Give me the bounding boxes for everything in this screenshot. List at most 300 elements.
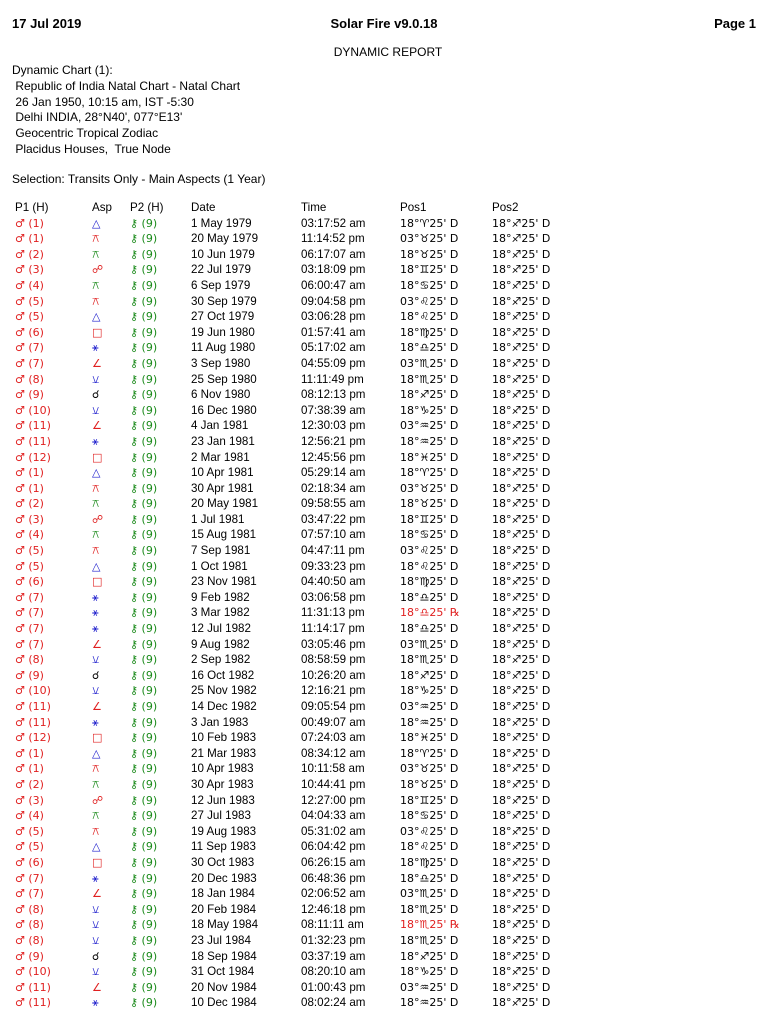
pos1-cell: 18°♏25' D	[400, 902, 459, 916]
aspect-glyph-cell: ⚻	[92, 247, 100, 261]
chiron-cell: ⚷ (9)	[130, 590, 158, 604]
table-row	[0, 340, 582, 356]
planet-cell: ♂ (4)	[15, 278, 44, 292]
table-row	[0, 387, 582, 403]
table-row	[0, 668, 582, 684]
aspect-glyph-cell: ⚻	[92, 497, 100, 511]
pos2-cell: 18°♐25' D	[492, 356, 551, 370]
aspect-glyph-cell: □	[92, 450, 103, 464]
chiron-cell: ⚷ (9)	[130, 653, 158, 667]
pos2-cell: 18°♐25' D	[492, 263, 551, 277]
planet-cell: ♂ (7)	[15, 356, 44, 370]
date-cell: 30 Sep 1979	[191, 294, 257, 308]
pos2-cell: 18°♐25' D	[492, 232, 551, 246]
date-cell: 9 Feb 1982	[191, 590, 250, 604]
planet-cell: ♂ (8)	[15, 918, 44, 932]
time-cell: 11:14:52 pm	[301, 232, 365, 246]
date-cell: 9 Aug 1982	[191, 637, 250, 651]
col-header-p2: P2 (H)	[130, 201, 164, 214]
table-row	[0, 262, 582, 278]
table-row	[0, 543, 582, 559]
time-cell: 05:31:02 am	[301, 824, 366, 838]
table-row	[0, 777, 582, 793]
pos1-cell: 18°♐25' D	[400, 388, 459, 402]
time-cell: 11:14:17 pm	[301, 622, 365, 636]
planet-cell: ♂ (5)	[15, 559, 44, 573]
pos2-cell: 18°♐25' D	[492, 746, 551, 760]
date-cell: 1 May 1979	[191, 216, 252, 230]
pos2-cell: 18°♐25' D	[492, 372, 551, 386]
table-row	[0, 949, 582, 965]
time-cell: 03:47:22 pm	[301, 512, 366, 526]
planet-cell: ♂ (1)	[15, 232, 44, 246]
chiron-cell: ⚷ (9)	[130, 980, 158, 994]
planet-cell: ♂ (1)	[15, 466, 44, 480]
pos1-cell: 18°♎25' D	[400, 590, 459, 604]
pos1-cell: 18°♋25' D	[400, 278, 459, 292]
chiron-cell: ⚷ (9)	[130, 466, 158, 480]
pos1-cell: 18°♏25' D	[400, 933, 459, 947]
aspect-glyph-cell: △	[92, 466, 101, 480]
date-cell: 30 Apr 1981	[191, 481, 254, 495]
time-cell: 09:05:54 pm	[301, 700, 366, 713]
col-header-pos1: Pos1	[400, 201, 427, 214]
pos2-cell: 18°♐25' D	[492, 653, 551, 667]
chiron-cell: ⚷ (9)	[130, 684, 158, 698]
chiron-cell: ⚷ (9)	[130, 512, 158, 526]
date-cell: 20 May 1979	[191, 232, 259, 246]
pos1-cell: 03°♒25' D	[400, 419, 459, 433]
table-row	[0, 496, 582, 512]
aspect-glyph-cell: ⚻	[92, 777, 100, 791]
time-cell: 03:06:28 pm	[301, 310, 366, 324]
time-cell: 06:00:47 am	[301, 278, 366, 292]
planet-cell: ♂ (7)	[15, 887, 44, 901]
pos2-cell: 18°♐25' D	[492, 341, 551, 355]
pos2-cell: 18°♐25' D	[492, 622, 551, 636]
pos2-cell: 18°♐25' D	[492, 668, 551, 682]
chiron-cell: ⚷ (9)	[130, 777, 158, 791]
planet-cell: ♂ (7)	[15, 622, 44, 636]
table-row	[0, 247, 582, 263]
pos2-cell: 18°♐25' D	[492, 980, 551, 994]
table-row	[0, 450, 582, 466]
pos1-cell: 18°♎25' D	[400, 341, 459, 355]
pos2-cell: 18°♐25' D	[492, 793, 551, 807]
time-cell: 01:32:23 pm	[301, 933, 366, 947]
pos2-cell: 18°♐25' D	[492, 481, 551, 495]
time-cell: 06:17:07 am	[301, 247, 366, 261]
time-cell: 12:27:00 pm	[301, 793, 366, 807]
chiron-cell: ⚷ (9)	[130, 793, 158, 807]
planet-cell: ♂ (5)	[15, 544, 44, 558]
chiron-cell: ⚷ (9)	[130, 497, 158, 511]
table-row	[0, 356, 582, 372]
pos1-cell: 18°♑25' D	[400, 965, 459, 979]
report-title: DYNAMIC REPORT	[333, 45, 443, 59]
table-row	[0, 621, 582, 637]
pos1-cell: 03°♏25' D	[400, 637, 459, 651]
chiron-cell: ⚷ (9)	[130, 996, 158, 1010]
date-cell: 6 Sep 1979	[191, 278, 251, 292]
aspect-glyph-cell: ⚻	[92, 809, 100, 823]
time-cell: 08:02:24 am	[301, 996, 366, 1010]
chiron-cell: ⚷ (9)	[130, 637, 158, 651]
table-header-row	[0, 200, 582, 216]
planet-cell: ♂ (11)	[15, 700, 51, 713]
aspect-glyph-cell: ⚻	[92, 278, 100, 292]
chiron-cell: ⚷ (9)	[130, 622, 158, 636]
pos1-cell: 18°♋25' D	[400, 528, 459, 542]
table-row	[0, 481, 582, 497]
aspect-glyph-cell: ☍	[92, 512, 104, 526]
pos2-cell: 18°♐25' D	[492, 684, 551, 698]
table-row	[0, 683, 582, 699]
table-row	[0, 808, 582, 824]
date-cell: 30 Oct 1983	[191, 855, 255, 869]
pos2-cell: 18°♐25' D	[492, 996, 551, 1010]
chiron-cell: ⚷ (9)	[130, 528, 158, 542]
time-cell: 04:47:11 pm	[301, 544, 365, 558]
planet-cell: ♂ (1)	[15, 762, 44, 776]
aspect-glyph-cell: ⚹	[92, 590, 99, 604]
time-cell: 07:24:03 am	[301, 731, 366, 745]
planet-cell: ♂ (4)	[15, 809, 44, 823]
pos2-cell: 18°♐25' D	[492, 949, 551, 963]
table-row	[0, 605, 582, 621]
planet-cell: ♂ (4)	[15, 528, 44, 542]
pos1-cell: 03°♏25' D	[400, 356, 459, 370]
date-cell: 14 Dec 1982	[191, 700, 257, 713]
aspect-glyph-cell: ⚺	[92, 403, 100, 417]
chiron-cell: ⚷ (9)	[130, 871, 158, 885]
table-row	[0, 216, 582, 232]
time-cell: 12:45:56 pm	[301, 450, 366, 464]
time-cell: 12:30:03 pm	[301, 419, 366, 433]
chiron-cell: ⚷ (9)	[130, 216, 158, 230]
chiron-cell: ⚷ (9)	[130, 450, 158, 464]
aspect-glyph-cell: ⚹	[92, 434, 99, 448]
planet-cell: ♂ (3)	[15, 793, 44, 807]
chiron-cell: ⚷ (9)	[130, 419, 158, 433]
planet-cell: ♂ (9)	[15, 949, 44, 963]
time-cell: 09:33:23 pm	[301, 559, 366, 573]
aspect-glyph-cell: ⚻	[92, 528, 100, 542]
time-cell: 08:34:12 am	[301, 746, 366, 760]
chiron-cell: ⚷ (9)	[130, 715, 158, 729]
pos1-cell: 03°♉25' D	[400, 762, 459, 776]
pos2-cell: 18°♐25' D	[492, 777, 551, 791]
table-row	[0, 637, 582, 653]
pos2-cell: 18°♐25' D	[492, 278, 551, 292]
pos2-cell: 18°♐25' D	[492, 466, 551, 480]
date-cell: 15 Aug 1981	[191, 528, 257, 542]
col-header-date: Date	[191, 201, 216, 214]
pos1-cell: 18°♈25' D	[400, 216, 459, 230]
planet-cell: ♂ (11)	[15, 996, 51, 1010]
aspect-glyph-cell: ☌	[92, 668, 100, 682]
aspect-glyph-cell: ⚹	[92, 871, 99, 885]
aspect-glyph-cell: ⚺	[92, 684, 100, 698]
pos2-cell: 18°♐25' D	[492, 575, 551, 589]
col-header-p1: P1 (H)	[15, 201, 49, 214]
table-row	[0, 746, 582, 762]
planet-cell: ♂ (7)	[15, 606, 44, 620]
aspect-glyph-cell: ⚻	[92, 481, 100, 495]
time-cell: 05:29:14 am	[301, 466, 366, 480]
pos2-cell: 18°♐25' D	[492, 310, 551, 324]
date-cell: 25 Sep 1980	[191, 372, 257, 386]
col-header-asp: Asp	[92, 201, 112, 214]
pos1-cell: 18°♊25' D	[400, 793, 459, 807]
pos1-cell: 03°♒25' D	[400, 980, 459, 994]
planet-cell: ♂ (5)	[15, 840, 44, 854]
pos2-cell: 18°♐25' D	[492, 450, 551, 464]
planet-cell: ♂ (9)	[15, 668, 44, 682]
pos2-cell: 18°♐25' D	[492, 403, 551, 417]
pos1-cell: 18°♍25' D	[400, 325, 459, 339]
pos1-cell: 18°♌25' D	[400, 310, 459, 324]
aspect-glyph-cell: □	[92, 575, 103, 589]
info-line: Dynamic Chart (1):	[12, 63, 113, 77]
pos1-cell: 18°♎25' D	[400, 871, 459, 885]
aspect-glyph-cell: ⚹	[92, 996, 99, 1010]
table-row	[0, 715, 582, 731]
pos1-cell: 03°♌25' D	[400, 544, 459, 558]
time-cell: 05:17:02 am	[301, 341, 366, 355]
table-row	[0, 917, 582, 933]
pos2-cell: 18°♐25' D	[492, 294, 551, 308]
planet-cell: ♂ (1)	[15, 481, 44, 495]
planet-cell: ♂ (6)	[15, 855, 44, 869]
chiron-cell: ⚷ (9)	[130, 887, 158, 901]
time-cell: 08:20:10 am	[301, 965, 366, 979]
date-cell: 3 Mar 1982	[191, 606, 250, 620]
planet-cell: ♂ (2)	[15, 777, 44, 791]
pos2-cell: 18°♐25' D	[492, 933, 551, 947]
date-cell: 6 Nov 1980	[191, 388, 251, 402]
info-line: Placidus Houses, True Node	[12, 141, 171, 156]
pos1-cell: 18°♑25' D	[400, 403, 459, 417]
table-row	[0, 964, 582, 980]
planet-cell: ♂ (11)	[15, 419, 51, 433]
pos2-cell: 18°♐25' D	[492, 434, 551, 448]
pos2-cell: 18°♐25' D	[492, 419, 551, 433]
table-row	[0, 309, 582, 325]
date-cell: 20 Feb 1984	[191, 902, 257, 916]
aspect-glyph-cell: ⚹	[92, 341, 99, 355]
aspect-glyph-cell: ⚺	[92, 653, 100, 667]
chiron-cell: ⚷ (9)	[130, 824, 158, 838]
table-row	[0, 403, 582, 419]
pos1-cell: 18°♈25' D	[400, 466, 459, 480]
time-cell: 08:58:59 pm	[301, 653, 366, 667]
date-cell: 2 Sep 1982	[191, 653, 251, 667]
pos1-cell: 03°♏25' D	[400, 887, 459, 901]
chiron-cell: ⚷ (9)	[130, 809, 158, 823]
aspect-glyph-cell: □	[92, 731, 103, 745]
table-row	[0, 527, 582, 543]
pos2-cell: 18°♐25' D	[492, 855, 551, 869]
chiron-cell: ⚷ (9)	[130, 949, 158, 963]
pos2-cell: 18°♐25' D	[492, 700, 551, 713]
time-cell: 12:16:21 pm	[301, 684, 366, 698]
planet-cell: ♂ (11)	[15, 434, 51, 448]
pos1-cell: 03°♒25' D	[400, 700, 459, 713]
time-cell: 03:05:46 pm	[301, 637, 366, 651]
table-row	[0, 761, 582, 777]
table-row	[0, 902, 582, 918]
info-line: Republic of India Natal Chart - Natal Chart	[12, 78, 241, 93]
date-cell: 31 Oct 1984	[191, 965, 255, 979]
time-cell: 02:18:34 am	[301, 481, 366, 495]
pos1-cell: 18°♒25' D	[400, 434, 459, 448]
chiron-cell: ⚷ (9)	[130, 372, 158, 386]
pos1-cell: 03°♌25' D	[400, 824, 459, 838]
chiron-cell: ⚷ (9)	[130, 481, 158, 495]
chart-info	[12, 63, 240, 158]
planet-cell: ♂ (5)	[15, 824, 44, 838]
table-row	[0, 886, 582, 902]
time-cell: 04:40:50 am	[301, 575, 366, 589]
date-cell: 16 Dec 1980	[191, 403, 257, 417]
table-row	[0, 418, 582, 434]
planet-cell: ♂ (10)	[15, 684, 51, 698]
chiron-cell: ⚷ (9)	[130, 746, 158, 760]
aspect-glyph-cell: ⚺	[92, 933, 100, 947]
pos2-cell: 18°♐25' D	[492, 544, 551, 558]
time-cell: 07:38:39 am	[301, 403, 366, 417]
date-cell: 10 Dec 1984	[191, 996, 257, 1010]
time-cell: 00:49:07 am	[301, 715, 366, 729]
pos1-cell: 18°♊25' D	[400, 512, 459, 526]
planet-cell: ♂ (10)	[15, 403, 51, 417]
planet-cell: ♂ (2)	[15, 497, 44, 511]
time-cell: 09:58:55 am	[301, 497, 366, 511]
chiron-cell: ⚷ (9)	[130, 278, 158, 292]
pos1-cell: 18°♓25' D	[400, 731, 459, 745]
table-row	[0, 871, 582, 887]
aspect-table	[0, 200, 582, 1011]
aspect-glyph-cell: ☌	[92, 388, 100, 402]
date-cell: 10 Apr 1981	[191, 466, 254, 480]
date-cell: 1 Oct 1981	[191, 559, 248, 573]
pos1-cell: 18°♉25' D	[400, 247, 459, 261]
chiron-cell: ⚷ (9)	[130, 606, 158, 620]
chiron-cell: ⚷ (9)	[130, 965, 158, 979]
chiron-cell: ⚷ (9)	[130, 855, 158, 869]
print-date: 17 Jul 2019	[12, 16, 82, 31]
pos1-cell: 18°♏25' D	[400, 653, 459, 667]
planet-cell: ♂ (8)	[15, 902, 44, 916]
table-row	[0, 590, 582, 606]
pos1-cell: 18°♍25' D	[400, 855, 459, 869]
aspect-glyph-cell: ⚺	[92, 372, 100, 386]
table-row	[0, 372, 582, 388]
info-line: Geocentric Tropical Zodiac	[12, 126, 159, 141]
table-row	[0, 824, 582, 840]
planet-cell: ♂ (1)	[15, 216, 44, 230]
date-cell: 18 May 1984	[191, 918, 259, 932]
aspect-glyph-cell: △	[92, 840, 101, 854]
pos2-cell: 18°♐25' D	[492, 871, 551, 885]
date-cell: 7 Sep 1981	[191, 544, 251, 558]
aspect-glyph-cell: △	[92, 216, 101, 230]
time-cell: 09:04:58 pm	[301, 294, 366, 308]
pos2-cell: 18°♐25' D	[492, 731, 551, 745]
aspect-glyph-cell: ⚹	[92, 715, 99, 729]
chiron-cell: ⚷ (9)	[130, 575, 158, 589]
date-cell: 10 Apr 1983	[191, 762, 254, 776]
date-cell: 18 Sep 1984	[191, 949, 257, 963]
aspect-glyph-cell: ⚻	[92, 762, 100, 776]
pos2-cell: 18°♐25' D	[492, 559, 551, 573]
aspect-glyph-cell: □	[92, 325, 103, 339]
planet-cell: ♂ (7)	[15, 637, 44, 651]
aspect-glyph-cell: ⚺	[92, 902, 100, 916]
planet-cell: ♂ (5)	[15, 310, 44, 324]
date-cell: 19 Jun 1980	[191, 325, 255, 339]
pos1-cell: 18°♌25' D	[400, 840, 459, 854]
chiron-cell: ⚷ (9)	[130, 840, 158, 854]
date-cell: 27 Jul 1983	[191, 809, 251, 823]
col-header-pos2: Pos2	[492, 201, 519, 214]
chiron-cell: ⚷ (9)	[130, 356, 158, 370]
planet-cell: ♂ (3)	[15, 263, 44, 277]
pos2-cell: 18°♐25' D	[492, 606, 551, 620]
table-row	[0, 652, 582, 668]
time-cell: 04:04:33 am	[301, 809, 366, 823]
pos2-cell: 18°♐25' D	[492, 528, 551, 542]
app-title: Solar Fire v9.0.18	[330, 16, 438, 31]
time-cell: 01:57:41 am	[301, 325, 366, 339]
chiron-cell: ⚷ (9)	[130, 232, 158, 246]
table-row	[0, 231, 582, 247]
planet-cell: ♂ (9)	[15, 388, 44, 402]
pos1-cell: 18°♏25' ℞	[400, 918, 460, 932]
selection-line: Selection: Transits Only - Main Aspects (1 Year)	[12, 172, 266, 186]
pos2-cell: 18°♐25' D	[492, 325, 551, 339]
aspect-glyph-cell: ⚺	[92, 965, 100, 979]
pos1-cell: 03°♌25' D	[400, 294, 459, 308]
planet-cell: ♂ (7)	[15, 871, 44, 885]
pos1-cell: 18°♒25' D	[400, 996, 459, 1010]
table-row	[0, 933, 582, 949]
time-cell: 03:17:52 am	[301, 216, 366, 230]
pos2-cell: 18°♐25' D	[492, 637, 551, 651]
pos2-cell: 18°♐25' D	[492, 497, 551, 511]
planet-cell: ♂ (8)	[15, 933, 44, 947]
pos2-cell: 18°♐25' D	[492, 216, 551, 230]
time-cell: 07:57:10 am	[301, 528, 366, 542]
col-header-time: Time	[301, 201, 327, 214]
planet-cell: ♂ (5)	[15, 294, 44, 308]
time-cell: 12:56:21 pm	[301, 434, 366, 448]
table-row	[0, 325, 582, 341]
chiron-cell: ⚷ (9)	[130, 341, 158, 355]
pos2-cell: 18°♐25' D	[492, 824, 551, 838]
date-cell: 10 Feb 1983	[191, 731, 257, 745]
time-cell: 02:06:52 am	[301, 887, 366, 901]
chiron-cell: ⚷ (9)	[130, 544, 158, 558]
planet-cell: ♂ (6)	[15, 325, 44, 339]
date-cell: 3 Jan 1983	[191, 715, 249, 729]
planet-cell: ♂ (3)	[15, 512, 44, 526]
chiron-cell: ⚷ (9)	[130, 762, 158, 776]
planet-cell: ♂ (12)	[15, 450, 51, 464]
aspect-glyph-cell: ☍	[92, 793, 104, 807]
table-row	[0, 465, 582, 481]
